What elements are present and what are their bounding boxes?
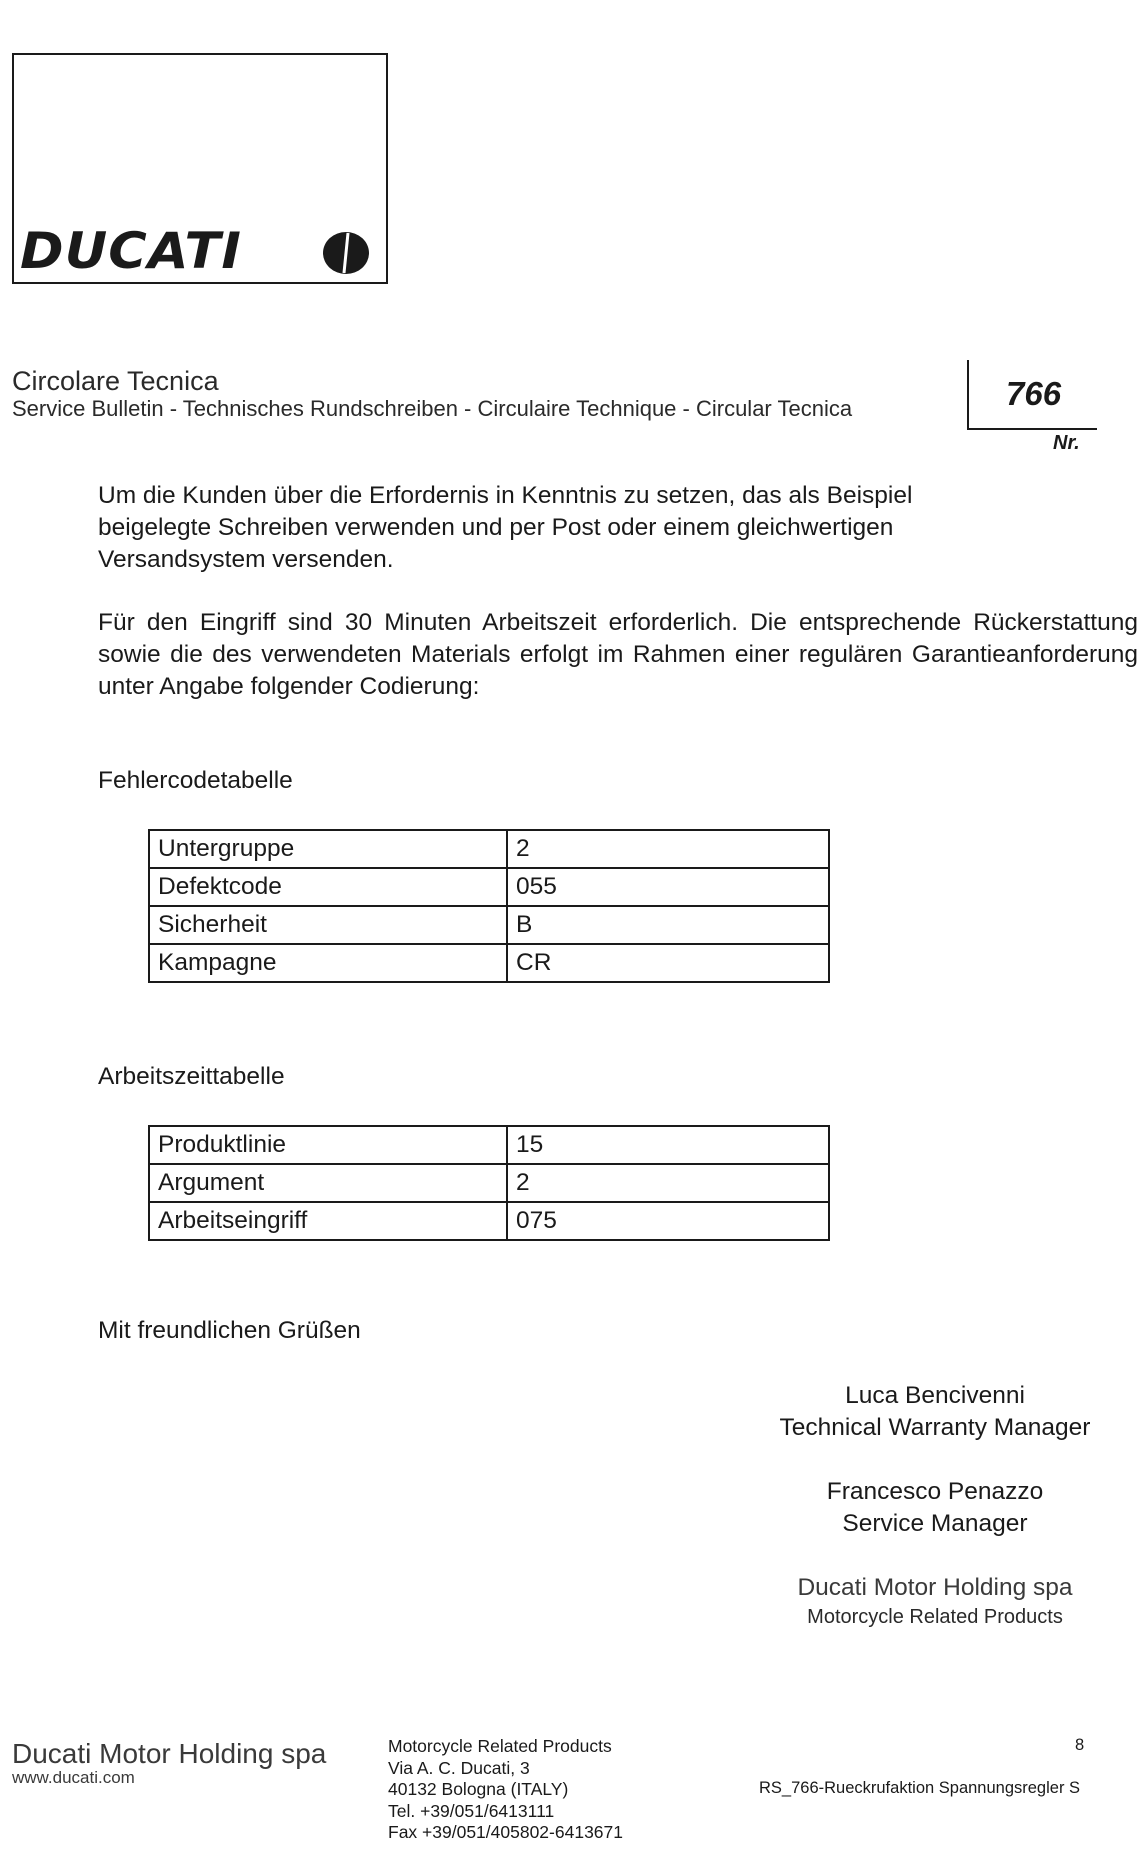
error-table-label: Fehlercodetabelle [98, 767, 293, 794]
footer-website: www.ducati.com [12, 1768, 135, 1787]
footer-address-line: Fax +39/051/405802-6413671 [388, 1822, 623, 1842]
table-key: Arbeitseingriff [149, 1202, 507, 1240]
table-row [149, 1164, 829, 1202]
error-code-table [148, 829, 830, 983]
footer-address-line: Tel. +39/051/6413111 [388, 1800, 555, 1821]
table-value: 2 [507, 830, 829, 868]
table-value: 075 [507, 1202, 829, 1240]
table-value: CR [507, 944, 829, 982]
table-row [149, 906, 829, 944]
signature-company: Ducati Motor Holding spa [797, 1574, 1073, 1601]
footer-company: Ducati Motor Holding spa [12, 1738, 327, 1769]
bulletin-number: 766 [1006, 375, 1062, 412]
signatory-2-name: Francesco Penazzo [826, 1478, 1044, 1505]
table-row [149, 1126, 829, 1164]
signatory-1-name: Luca Bencivenni [845, 1382, 1025, 1409]
table-value: 15 [507, 1126, 829, 1164]
footer-address-line: Via A. C. Ducati, 3 [388, 1757, 530, 1778]
labor-table-label: Arbeitszeittabelle [98, 1063, 285, 1090]
table-row [149, 944, 829, 982]
paragraph-customer-notice: Um die Kunden über die Erfordernis in Kenntnis zu setzen, das als Beispiel beigelegte Schreiben verwenden und per Post oder einem gleichwertigen Versandsystem versenden. [98, 482, 913, 573]
table-row [149, 1202, 829, 1240]
footer-page-number: 8 [1075, 1736, 1085, 1754]
closing-greeting: Mit freundlichen Grüßen [98, 1317, 361, 1344]
footer-address-line: 40132 Bologna (ITALY) [388, 1779, 569, 1799]
table-key: Defektcode [149, 868, 507, 906]
signature-division: Motorcycle Related Products [807, 1606, 1063, 1628]
ducati-wordmark: DUCATI [20, 222, 242, 280]
bulletin-number-label: Nr. [1053, 432, 1080, 454]
signatory-2-role: Service Manager [842, 1510, 1028, 1537]
footer-filename: RS_766-Rueckrufaktion Spannungsregler S [759, 1779, 1081, 1797]
paragraph-labor-time: Für den Eingriff sind 30 Minuten Arbeitszeit erforderlich. Die entsprechende Rückerstattung sowie die des verwendeten Materials erfolgt im Rahmen einer regulären Garantieanforderung unter Angabe folgender Codierung: [98, 609, 1138, 700]
bulletin-subtitle: Service Bulletin - Technisches Rundschreiben - Circulaire Technique - Circular Tecnica [12, 396, 853, 421]
table-value: 055 [507, 868, 829, 906]
table-key: Sicherheit [149, 906, 507, 944]
table-key: Kampagne [149, 944, 507, 982]
table-key: Argument [149, 1164, 507, 1202]
bulletin-title: Circolare Tecnica [12, 366, 219, 396]
footer-address-line: Motorcycle Related Products [388, 1736, 612, 1756]
table-key: Untergruppe [149, 830, 507, 868]
table-row [149, 830, 829, 868]
signatory-1-role: Technical Warranty Manager [779, 1414, 1091, 1441]
table-value: B [507, 906, 829, 944]
ducati-shield-icon [321, 230, 371, 281]
table-row [149, 868, 829, 906]
table-value: 2 [507, 1164, 829, 1202]
labor-time-table [148, 1125, 830, 1241]
table-key: Produktlinie [149, 1126, 507, 1164]
